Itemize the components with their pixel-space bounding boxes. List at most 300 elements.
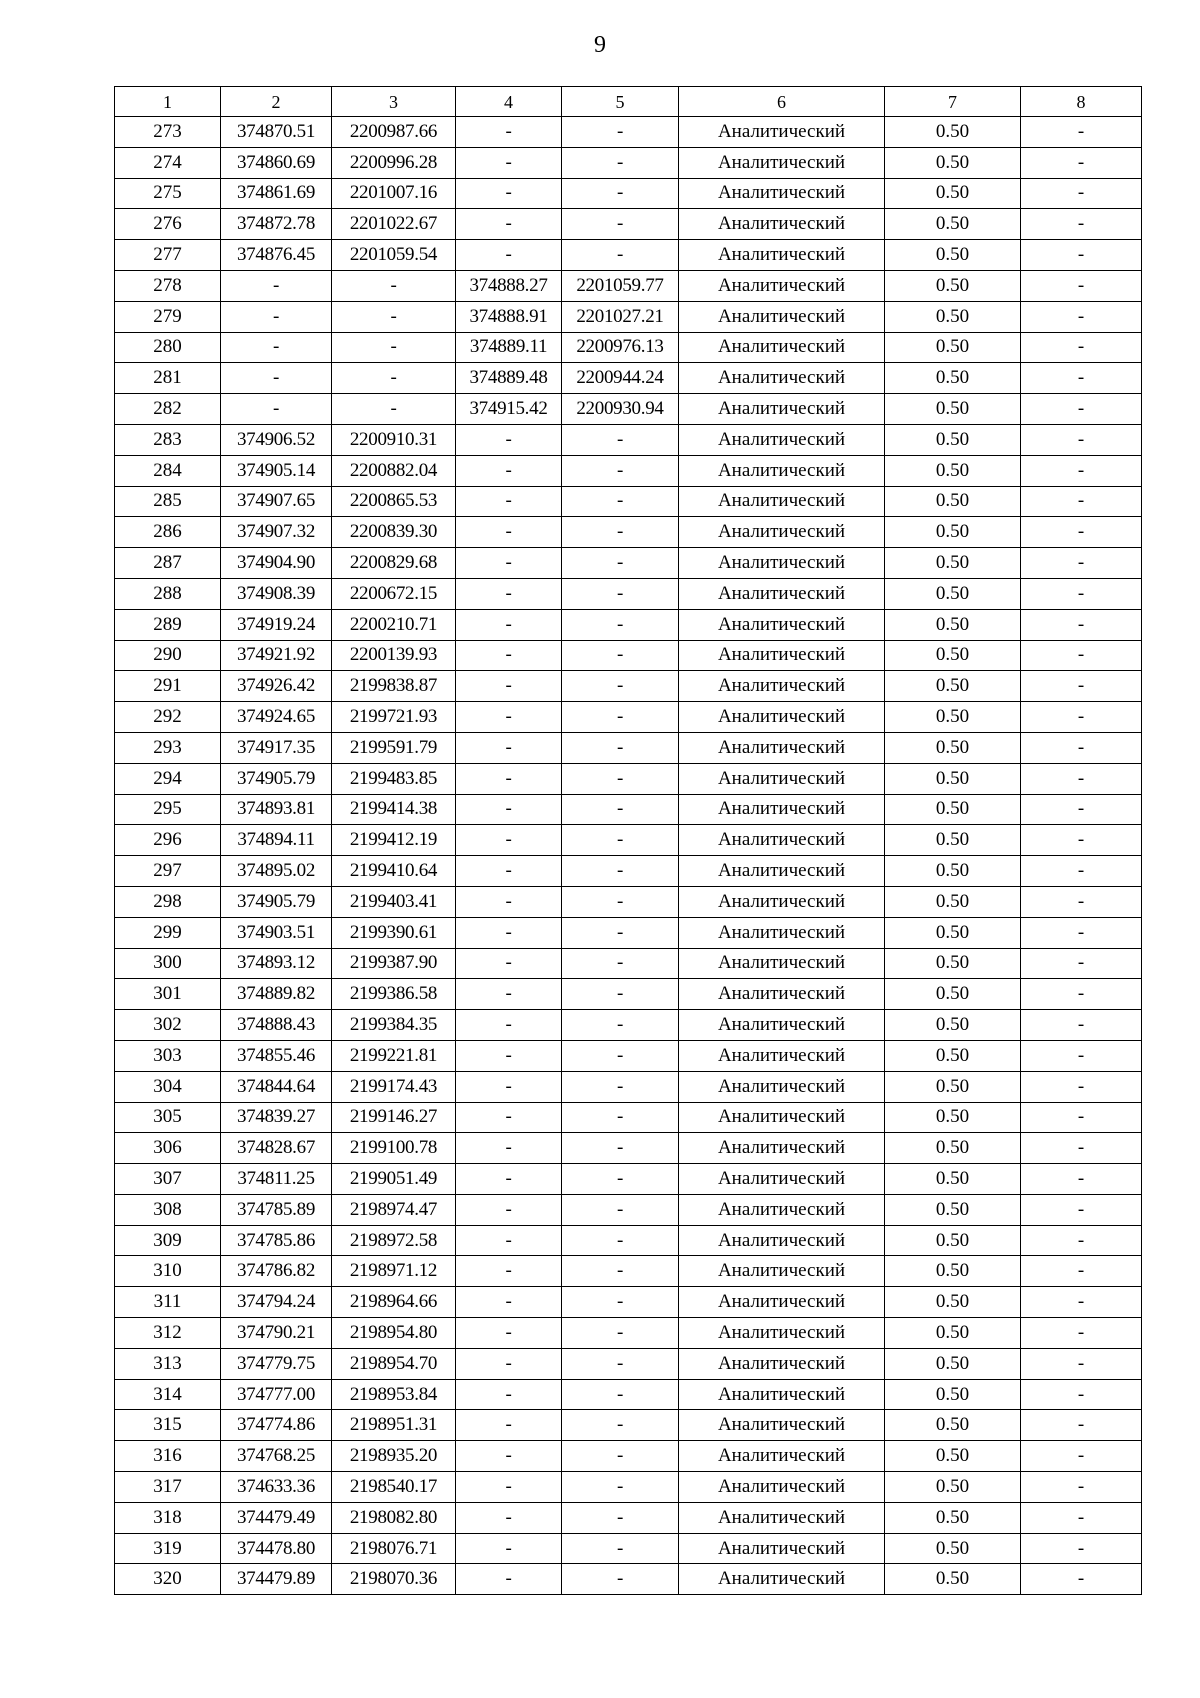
x-new-cell: - — [456, 1102, 562, 1133]
point-number-cell: 298 — [115, 886, 221, 917]
x-existing-cell: 374786.82 — [221, 1256, 332, 1287]
point-number-cell: 315 — [115, 1410, 221, 1441]
method-cell: Аналитический — [679, 1010, 885, 1041]
accuracy-cell: 0.50 — [885, 1502, 1021, 1533]
table-row — [115, 117, 1142, 148]
x-new-cell: - — [456, 609, 562, 640]
y-existing-cell: 2199390.61 — [332, 917, 456, 948]
x-new-cell: - — [456, 1194, 562, 1225]
description-cell: - — [1021, 825, 1142, 856]
table-row — [115, 455, 1142, 486]
method-cell: Аналитический — [679, 1287, 885, 1318]
x-existing-cell: 374893.12 — [221, 948, 332, 979]
point-number-cell: 277 — [115, 240, 221, 271]
table-row — [115, 1472, 1142, 1503]
accuracy-cell: 0.50 — [885, 1410, 1021, 1441]
point-number-cell: 301 — [115, 979, 221, 1010]
column-header: 4 — [456, 87, 562, 117]
y-existing-cell: 2198082.80 — [332, 1502, 456, 1533]
method-cell: Аналитический — [679, 1164, 885, 1195]
accuracy-cell: 0.50 — [885, 486, 1021, 517]
method-cell: Аналитический — [679, 1318, 885, 1349]
description-cell: - — [1021, 1379, 1142, 1410]
y-existing-cell: 2199838.87 — [332, 671, 456, 702]
column-header: 3 — [332, 87, 456, 117]
y-new-cell: - — [562, 1410, 679, 1441]
y-new-cell: - — [562, 1502, 679, 1533]
table-row — [115, 486, 1142, 517]
x-existing-cell: 374870.51 — [221, 117, 332, 148]
method-cell: Аналитический — [679, 1194, 885, 1225]
table-row — [115, 1502, 1142, 1533]
description-cell: - — [1021, 886, 1142, 917]
table-row — [115, 856, 1142, 887]
y-existing-cell: 2199412.19 — [332, 825, 456, 856]
y-new-cell: - — [562, 1318, 679, 1349]
table-row — [115, 548, 1142, 579]
table-row — [115, 948, 1142, 979]
y-existing-cell: 2200882.04 — [332, 455, 456, 486]
method-cell: Аналитический — [679, 1040, 885, 1071]
description-cell: - — [1021, 578, 1142, 609]
description-cell: - — [1021, 270, 1142, 301]
x-new-cell: - — [456, 1133, 562, 1164]
y-new-cell: 2201059.77 — [562, 270, 679, 301]
table-row — [115, 1133, 1142, 1164]
x-new-cell: - — [456, 825, 562, 856]
x-existing-cell: 374895.02 — [221, 856, 332, 887]
y-existing-cell: 2198070.36 — [332, 1564, 456, 1595]
x-new-cell: 374889.11 — [456, 332, 562, 363]
y-existing-cell: 2198964.66 — [332, 1287, 456, 1318]
y-new-cell: - — [562, 424, 679, 455]
description-cell: - — [1021, 1287, 1142, 1318]
method-cell: Аналитический — [679, 363, 885, 394]
y-new-cell: - — [562, 1564, 679, 1595]
method-cell: Аналитический — [679, 1564, 885, 1595]
table-row — [115, 178, 1142, 209]
y-existing-cell: 2199100.78 — [332, 1133, 456, 1164]
description-cell: - — [1021, 1194, 1142, 1225]
method-cell: Аналитический — [679, 1472, 885, 1503]
y-existing-cell: 2199386.58 — [332, 979, 456, 1010]
page-number: 9 — [594, 32, 606, 58]
y-existing-cell: 2201007.16 — [332, 178, 456, 209]
y-existing-cell: 2201022.67 — [332, 209, 456, 240]
point-number-cell: 273 — [115, 117, 221, 148]
point-number-cell: 280 — [115, 332, 221, 363]
y-new-cell: - — [562, 578, 679, 609]
x-new-cell: 374889.48 — [456, 363, 562, 394]
point-number-cell: 285 — [115, 486, 221, 517]
method-cell: Аналитический — [679, 1441, 885, 1472]
x-existing-cell: 374917.35 — [221, 732, 332, 763]
x-existing-cell: 374855.46 — [221, 1040, 332, 1071]
x-existing-cell: 374906.52 — [221, 424, 332, 455]
point-number-cell: 317 — [115, 1472, 221, 1503]
x-existing-cell: 374479.89 — [221, 1564, 332, 1595]
y-new-cell: - — [562, 117, 679, 148]
y-existing-cell: - — [332, 301, 456, 332]
accuracy-cell: 0.50 — [885, 1040, 1021, 1071]
method-cell: Аналитический — [679, 1379, 885, 1410]
y-new-cell: - — [562, 486, 679, 517]
x-new-cell: - — [456, 794, 562, 825]
y-new-cell: - — [562, 209, 679, 240]
x-existing-cell: 374774.86 — [221, 1410, 332, 1441]
point-number-cell: 300 — [115, 948, 221, 979]
description-cell: - — [1021, 1164, 1142, 1195]
description-cell: - — [1021, 1133, 1142, 1164]
column-header: 8 — [1021, 87, 1142, 117]
accuracy-cell: 0.50 — [885, 1348, 1021, 1379]
method-cell: Аналитический — [679, 732, 885, 763]
accuracy-cell: 0.50 — [885, 732, 1021, 763]
method-cell: Аналитический — [679, 178, 885, 209]
x-new-cell: - — [456, 763, 562, 794]
x-existing-cell: 374907.32 — [221, 517, 332, 548]
method-cell: Аналитический — [679, 301, 885, 332]
x-existing-cell: - — [221, 363, 332, 394]
table-row — [115, 578, 1142, 609]
y-new-cell: - — [562, 609, 679, 640]
y-existing-cell: 2198951.31 — [332, 1410, 456, 1441]
y-existing-cell: 2200672.15 — [332, 578, 456, 609]
y-new-cell: - — [562, 1071, 679, 1102]
table-row — [115, 763, 1142, 794]
y-new-cell: - — [562, 517, 679, 548]
y-new-cell: - — [562, 1040, 679, 1071]
x-existing-cell: 374633.36 — [221, 1472, 332, 1503]
x-existing-cell: - — [221, 394, 332, 425]
x-new-cell: - — [456, 209, 562, 240]
accuracy-cell: 0.50 — [885, 671, 1021, 702]
y-new-cell: - — [562, 1256, 679, 1287]
x-existing-cell: 374903.51 — [221, 917, 332, 948]
description-cell: - — [1021, 301, 1142, 332]
point-number-cell: 314 — [115, 1379, 221, 1410]
y-new-cell: - — [562, 1441, 679, 1472]
x-existing-cell: - — [221, 270, 332, 301]
description-cell: - — [1021, 671, 1142, 702]
table-row — [115, 917, 1142, 948]
accuracy-cell: 0.50 — [885, 455, 1021, 486]
table-body — [115, 117, 1142, 1595]
point-number-cell: 308 — [115, 1194, 221, 1225]
x-existing-cell: 374860.69 — [221, 147, 332, 178]
description-cell: - — [1021, 794, 1142, 825]
x-existing-cell: 374921.92 — [221, 640, 332, 671]
table-row — [115, 1410, 1142, 1441]
method-cell: Аналитический — [679, 1133, 885, 1164]
table-row — [115, 270, 1142, 301]
table-row — [115, 979, 1142, 1010]
table-row — [115, 424, 1142, 455]
y-existing-cell: 2200839.30 — [332, 517, 456, 548]
y-existing-cell: 2199146.27 — [332, 1102, 456, 1133]
coordinates-table — [114, 86, 1142, 1595]
point-number-cell: 274 — [115, 147, 221, 178]
accuracy-cell: 0.50 — [885, 948, 1021, 979]
point-number-cell: 302 — [115, 1010, 221, 1041]
description-cell: - — [1021, 1472, 1142, 1503]
table-header-row — [115, 87, 1142, 117]
x-existing-cell: 374888.43 — [221, 1010, 332, 1041]
y-existing-cell: 2199387.90 — [332, 948, 456, 979]
x-existing-cell: 374478.80 — [221, 1533, 332, 1564]
point-number-cell: 299 — [115, 917, 221, 948]
accuracy-cell: 0.50 — [885, 363, 1021, 394]
column-header: 5 — [562, 87, 679, 117]
table-row — [115, 609, 1142, 640]
accuracy-cell: 0.50 — [885, 609, 1021, 640]
method-cell: Аналитический — [679, 548, 885, 579]
method-cell: Аналитический — [679, 486, 885, 517]
description-cell: - — [1021, 732, 1142, 763]
point-number-cell: 279 — [115, 301, 221, 332]
table-row — [115, 1102, 1142, 1133]
accuracy-cell: 0.50 — [885, 1225, 1021, 1256]
point-number-cell: 320 — [115, 1564, 221, 1595]
description-cell: - — [1021, 917, 1142, 948]
x-existing-cell: 374876.45 — [221, 240, 332, 271]
y-new-cell: - — [562, 1533, 679, 1564]
x-new-cell: - — [456, 1348, 562, 1379]
accuracy-cell: 0.50 — [885, 548, 1021, 579]
table-row — [115, 394, 1142, 425]
y-existing-cell: 2200996.28 — [332, 147, 456, 178]
y-new-cell: - — [562, 732, 679, 763]
point-number-cell: 293 — [115, 732, 221, 763]
description-cell: - — [1021, 1564, 1142, 1595]
point-number-cell: 281 — [115, 363, 221, 394]
table-row — [115, 671, 1142, 702]
x-new-cell: - — [456, 948, 562, 979]
x-new-cell: - — [456, 486, 562, 517]
point-number-cell: 278 — [115, 270, 221, 301]
accuracy-cell: 0.50 — [885, 1010, 1021, 1041]
y-existing-cell: 2198954.70 — [332, 1348, 456, 1379]
description-cell: - — [1021, 1410, 1142, 1441]
y-existing-cell: 2198971.12 — [332, 1256, 456, 1287]
table-row — [115, 640, 1142, 671]
method-cell: Аналитический — [679, 1225, 885, 1256]
y-existing-cell: 2198974.47 — [332, 1194, 456, 1225]
method-cell: Аналитический — [679, 394, 885, 425]
y-existing-cell: 2199174.43 — [332, 1071, 456, 1102]
y-existing-cell: 2200139.93 — [332, 640, 456, 671]
method-cell: Аналитический — [679, 455, 885, 486]
y-new-cell: - — [562, 825, 679, 856]
y-existing-cell: 2200910.31 — [332, 424, 456, 455]
x-existing-cell: 374811.25 — [221, 1164, 332, 1195]
accuracy-cell: 0.50 — [885, 1194, 1021, 1225]
y-new-cell: - — [562, 794, 679, 825]
accuracy-cell: 0.50 — [885, 1533, 1021, 1564]
y-existing-cell: 2199721.93 — [332, 702, 456, 733]
description-cell: - — [1021, 517, 1142, 548]
y-new-cell: - — [562, 178, 679, 209]
y-existing-cell: 2199591.79 — [332, 732, 456, 763]
x-existing-cell: 374905.14 — [221, 455, 332, 486]
y-new-cell: - — [562, 1287, 679, 1318]
table-row — [115, 1071, 1142, 1102]
x-existing-cell: 374907.65 — [221, 486, 332, 517]
accuracy-cell: 0.50 — [885, 301, 1021, 332]
point-number-cell: 295 — [115, 794, 221, 825]
accuracy-cell: 0.50 — [885, 394, 1021, 425]
method-cell: Аналитический — [679, 671, 885, 702]
y-existing-cell: 2198540.17 — [332, 1472, 456, 1503]
description-cell: - — [1021, 1533, 1142, 1564]
y-new-cell: - — [562, 1133, 679, 1164]
x-new-cell: - — [456, 117, 562, 148]
table-row — [115, 332, 1142, 363]
table-row — [115, 517, 1142, 548]
point-number-cell: 276 — [115, 209, 221, 240]
table-row — [115, 1194, 1142, 1225]
point-number-cell: 306 — [115, 1133, 221, 1164]
y-existing-cell: - — [332, 270, 456, 301]
accuracy-cell: 0.50 — [885, 578, 1021, 609]
table-row — [115, 301, 1142, 332]
x-new-cell: - — [456, 1379, 562, 1410]
point-number-cell: 297 — [115, 856, 221, 887]
y-existing-cell: 2199414.38 — [332, 794, 456, 825]
description-cell: - — [1021, 209, 1142, 240]
accuracy-cell: 0.50 — [885, 1133, 1021, 1164]
description-cell: - — [1021, 1441, 1142, 1472]
x-existing-cell: 374919.24 — [221, 609, 332, 640]
description-cell: - — [1021, 455, 1142, 486]
accuracy-cell: 0.50 — [885, 270, 1021, 301]
x-new-cell: - — [456, 424, 562, 455]
method-cell: Аналитический — [679, 147, 885, 178]
table-row — [115, 702, 1142, 733]
x-existing-cell: 374904.90 — [221, 548, 332, 579]
y-existing-cell: 2200829.68 — [332, 548, 456, 579]
table-row — [115, 147, 1142, 178]
x-new-cell: - — [456, 178, 562, 209]
method-cell: Аналитический — [679, 794, 885, 825]
point-number-cell: 313 — [115, 1348, 221, 1379]
description-cell: - — [1021, 1225, 1142, 1256]
description-cell: - — [1021, 363, 1142, 394]
accuracy-cell: 0.50 — [885, 856, 1021, 887]
table-row — [115, 732, 1142, 763]
table-row — [115, 1164, 1142, 1195]
table-row — [115, 1533, 1142, 1564]
point-number-cell: 275 — [115, 178, 221, 209]
description-cell: - — [1021, 1348, 1142, 1379]
y-new-cell: - — [562, 640, 679, 671]
y-existing-cell: 2199410.64 — [332, 856, 456, 887]
x-new-cell: - — [456, 917, 562, 948]
point-number-cell: 307 — [115, 1164, 221, 1195]
y-existing-cell: 2198954.80 — [332, 1318, 456, 1349]
y-new-cell: - — [562, 917, 679, 948]
accuracy-cell: 0.50 — [885, 1472, 1021, 1503]
x-existing-cell: 374905.79 — [221, 763, 332, 794]
table-row — [115, 886, 1142, 917]
point-number-cell: 289 — [115, 609, 221, 640]
accuracy-cell: 0.50 — [885, 917, 1021, 948]
method-cell: Аналитический — [679, 1502, 885, 1533]
y-new-cell: - — [562, 548, 679, 579]
point-number-cell: 283 — [115, 424, 221, 455]
y-existing-cell: 2199051.49 — [332, 1164, 456, 1195]
x-existing-cell: 374785.86 — [221, 1225, 332, 1256]
y-new-cell: - — [562, 240, 679, 271]
y-existing-cell: 2200865.53 — [332, 486, 456, 517]
x-new-cell: - — [456, 455, 562, 486]
method-cell: Аналитический — [679, 886, 885, 917]
y-existing-cell: - — [332, 332, 456, 363]
x-new-cell: - — [456, 1256, 562, 1287]
y-existing-cell: 2199483.85 — [332, 763, 456, 794]
y-new-cell: - — [562, 763, 679, 794]
accuracy-cell: 0.50 — [885, 1318, 1021, 1349]
point-number-cell: 304 — [115, 1071, 221, 1102]
description-cell: - — [1021, 979, 1142, 1010]
table-row — [115, 1010, 1142, 1041]
accuracy-cell: 0.50 — [885, 1379, 1021, 1410]
x-new-cell: - — [456, 517, 562, 548]
y-existing-cell: - — [332, 363, 456, 394]
x-existing-cell: 374790.21 — [221, 1318, 332, 1349]
description-cell: - — [1021, 702, 1142, 733]
x-new-cell: - — [456, 732, 562, 763]
x-new-cell: - — [456, 1010, 562, 1041]
table-row — [115, 1379, 1142, 1410]
y-existing-cell: 2198076.71 — [332, 1533, 456, 1564]
table-row — [115, 1348, 1142, 1379]
table-row — [115, 1256, 1142, 1287]
y-new-cell: - — [562, 948, 679, 979]
accuracy-cell: 0.50 — [885, 178, 1021, 209]
y-existing-cell: 2198953.84 — [332, 1379, 456, 1410]
method-cell: Аналитический — [679, 424, 885, 455]
x-existing-cell: 374889.82 — [221, 979, 332, 1010]
description-cell: - — [1021, 332, 1142, 363]
x-new-cell: - — [456, 886, 562, 917]
x-existing-cell: 374872.78 — [221, 209, 332, 240]
accuracy-cell: 0.50 — [885, 240, 1021, 271]
method-cell: Аналитический — [679, 1071, 885, 1102]
table-row — [115, 794, 1142, 825]
accuracy-cell: 0.50 — [885, 640, 1021, 671]
table-row — [115, 1441, 1142, 1472]
description-cell: - — [1021, 1102, 1142, 1133]
accuracy-cell: 0.50 — [885, 1287, 1021, 1318]
method-cell: Аналитический — [679, 702, 885, 733]
accuracy-cell: 0.50 — [885, 1256, 1021, 1287]
description-cell: - — [1021, 856, 1142, 887]
method-cell: Аналитический — [679, 1348, 885, 1379]
x-new-cell: - — [456, 578, 562, 609]
point-number-cell: 284 — [115, 455, 221, 486]
method-cell: Аналитический — [679, 948, 885, 979]
point-number-cell: 309 — [115, 1225, 221, 1256]
x-new-cell: 374915.42 — [456, 394, 562, 425]
accuracy-cell: 0.50 — [885, 1564, 1021, 1595]
accuracy-cell: 0.50 — [885, 1071, 1021, 1102]
accuracy-cell: 0.50 — [885, 517, 1021, 548]
y-new-cell: - — [562, 1379, 679, 1410]
y-new-cell: - — [562, 1164, 679, 1195]
accuracy-cell: 0.50 — [885, 794, 1021, 825]
y-existing-cell: 2199384.35 — [332, 1010, 456, 1041]
